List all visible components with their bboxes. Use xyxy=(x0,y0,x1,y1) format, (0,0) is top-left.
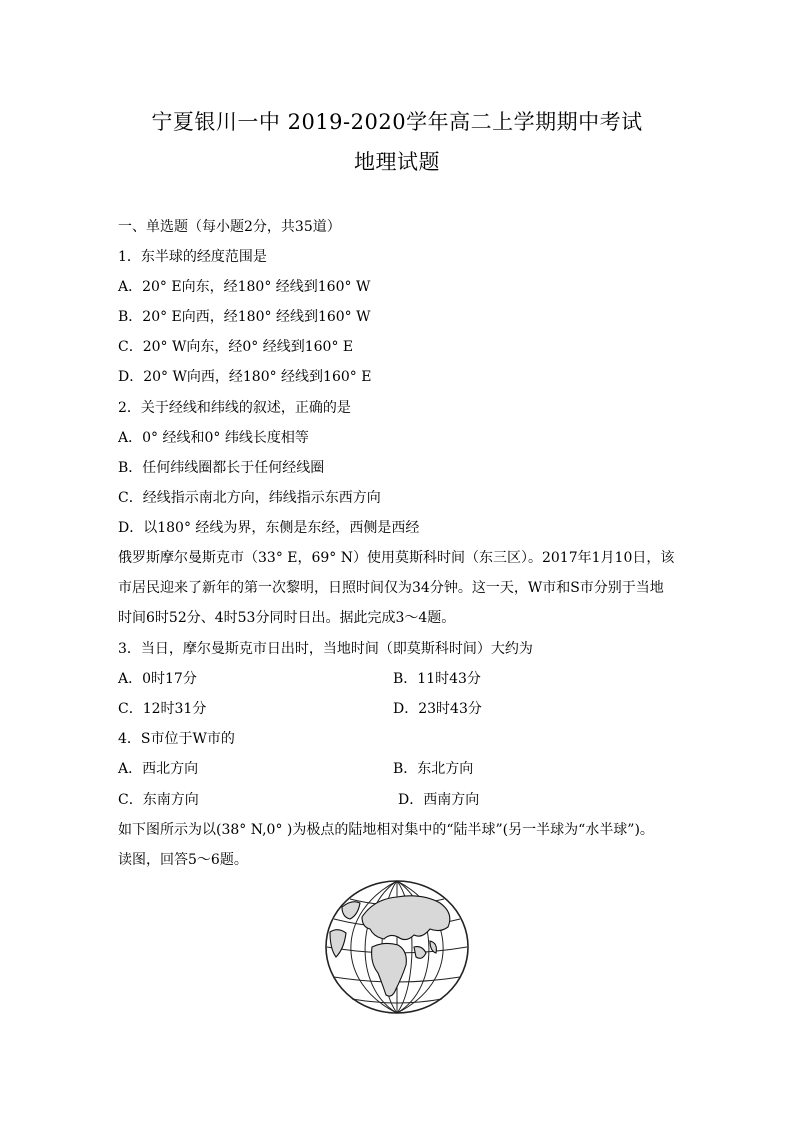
globe-icon xyxy=(322,877,472,1017)
exam-subtitle: 地理试题 xyxy=(354,150,440,174)
question-2-option-c: C．经线指示南北方向，纬线指示东西方向 xyxy=(118,490,381,506)
question-2-option-b: B．任何纬线圈都长于任何经线圈 xyxy=(118,460,325,476)
passage-1-line: 俄罗斯摩尔曼斯克市（33° E，69° N）使用莫斯科时间（东三区）。2017年1月10日，该 xyxy=(118,550,675,566)
question-3-option-c: C．12时31分 xyxy=(118,701,207,717)
question-4-option-d: D．西南方向 xyxy=(398,792,480,808)
passage-1-line: 市居民迎来了新年的第一次黎明，日照时间仅为34分钟。这一天，W市和S市分别于当地 xyxy=(118,580,664,596)
exam-title: 宁夏银川一中 2019-2020学年高二上学期期中考试 xyxy=(151,110,643,134)
question-4-option-b: B．东北方向 xyxy=(393,761,474,777)
question-1-option-b: B．20° E向西，经180° 经线到160° W xyxy=(118,309,371,325)
section-heading: 一、单选题（每小题2分，共35道） xyxy=(118,219,341,235)
question-2-stem: 2．关于经线和纬线的叙述，正确的是 xyxy=(118,400,351,416)
question-2-option-d: D．以180° 经线为界，东侧是东经，西侧是西经 xyxy=(118,520,420,536)
question-4-stem: 4．S市位于W市的 xyxy=(118,731,235,747)
question-3-option-b: B．11时43分 xyxy=(393,671,481,687)
passage-1-line: 时间6时52分、4时53分同时日出。据此完成3～4题。 xyxy=(118,610,456,626)
question-1-option-a: A．20° E向东，经180° 经线到160° W xyxy=(118,279,371,295)
question-1-option-d: D．20° W向西，经180° 经线到160° E xyxy=(118,369,372,385)
question-2-option-a: A．0° 经线和0° 纬线长度相等 xyxy=(118,430,309,446)
question-4-option-c: C．东南方向 xyxy=(118,792,199,808)
passage-2-line: 如下图所示为以(38° N,0° )为极点的陆地相对集中的“陆半球”(另一半球为“水半球”)。 xyxy=(118,822,654,838)
question-3-option-a: A．0时17分 xyxy=(118,671,197,687)
passage-2-line: 读图，回答5～6题。 xyxy=(118,852,248,868)
question-1-option-c: C．20° W向东，经0° 经线到160° E xyxy=(118,339,354,355)
question-3-stem: 3．当日，摩尔曼斯克市日出时，当地时间（即莫斯科时间）大约为 xyxy=(118,641,533,657)
question-4-option-a: A．西北方向 xyxy=(118,761,199,777)
question-3-option-d: D．23时43分 xyxy=(393,701,482,717)
question-1-stem: 1．东半球的经度范围是 xyxy=(118,249,267,265)
